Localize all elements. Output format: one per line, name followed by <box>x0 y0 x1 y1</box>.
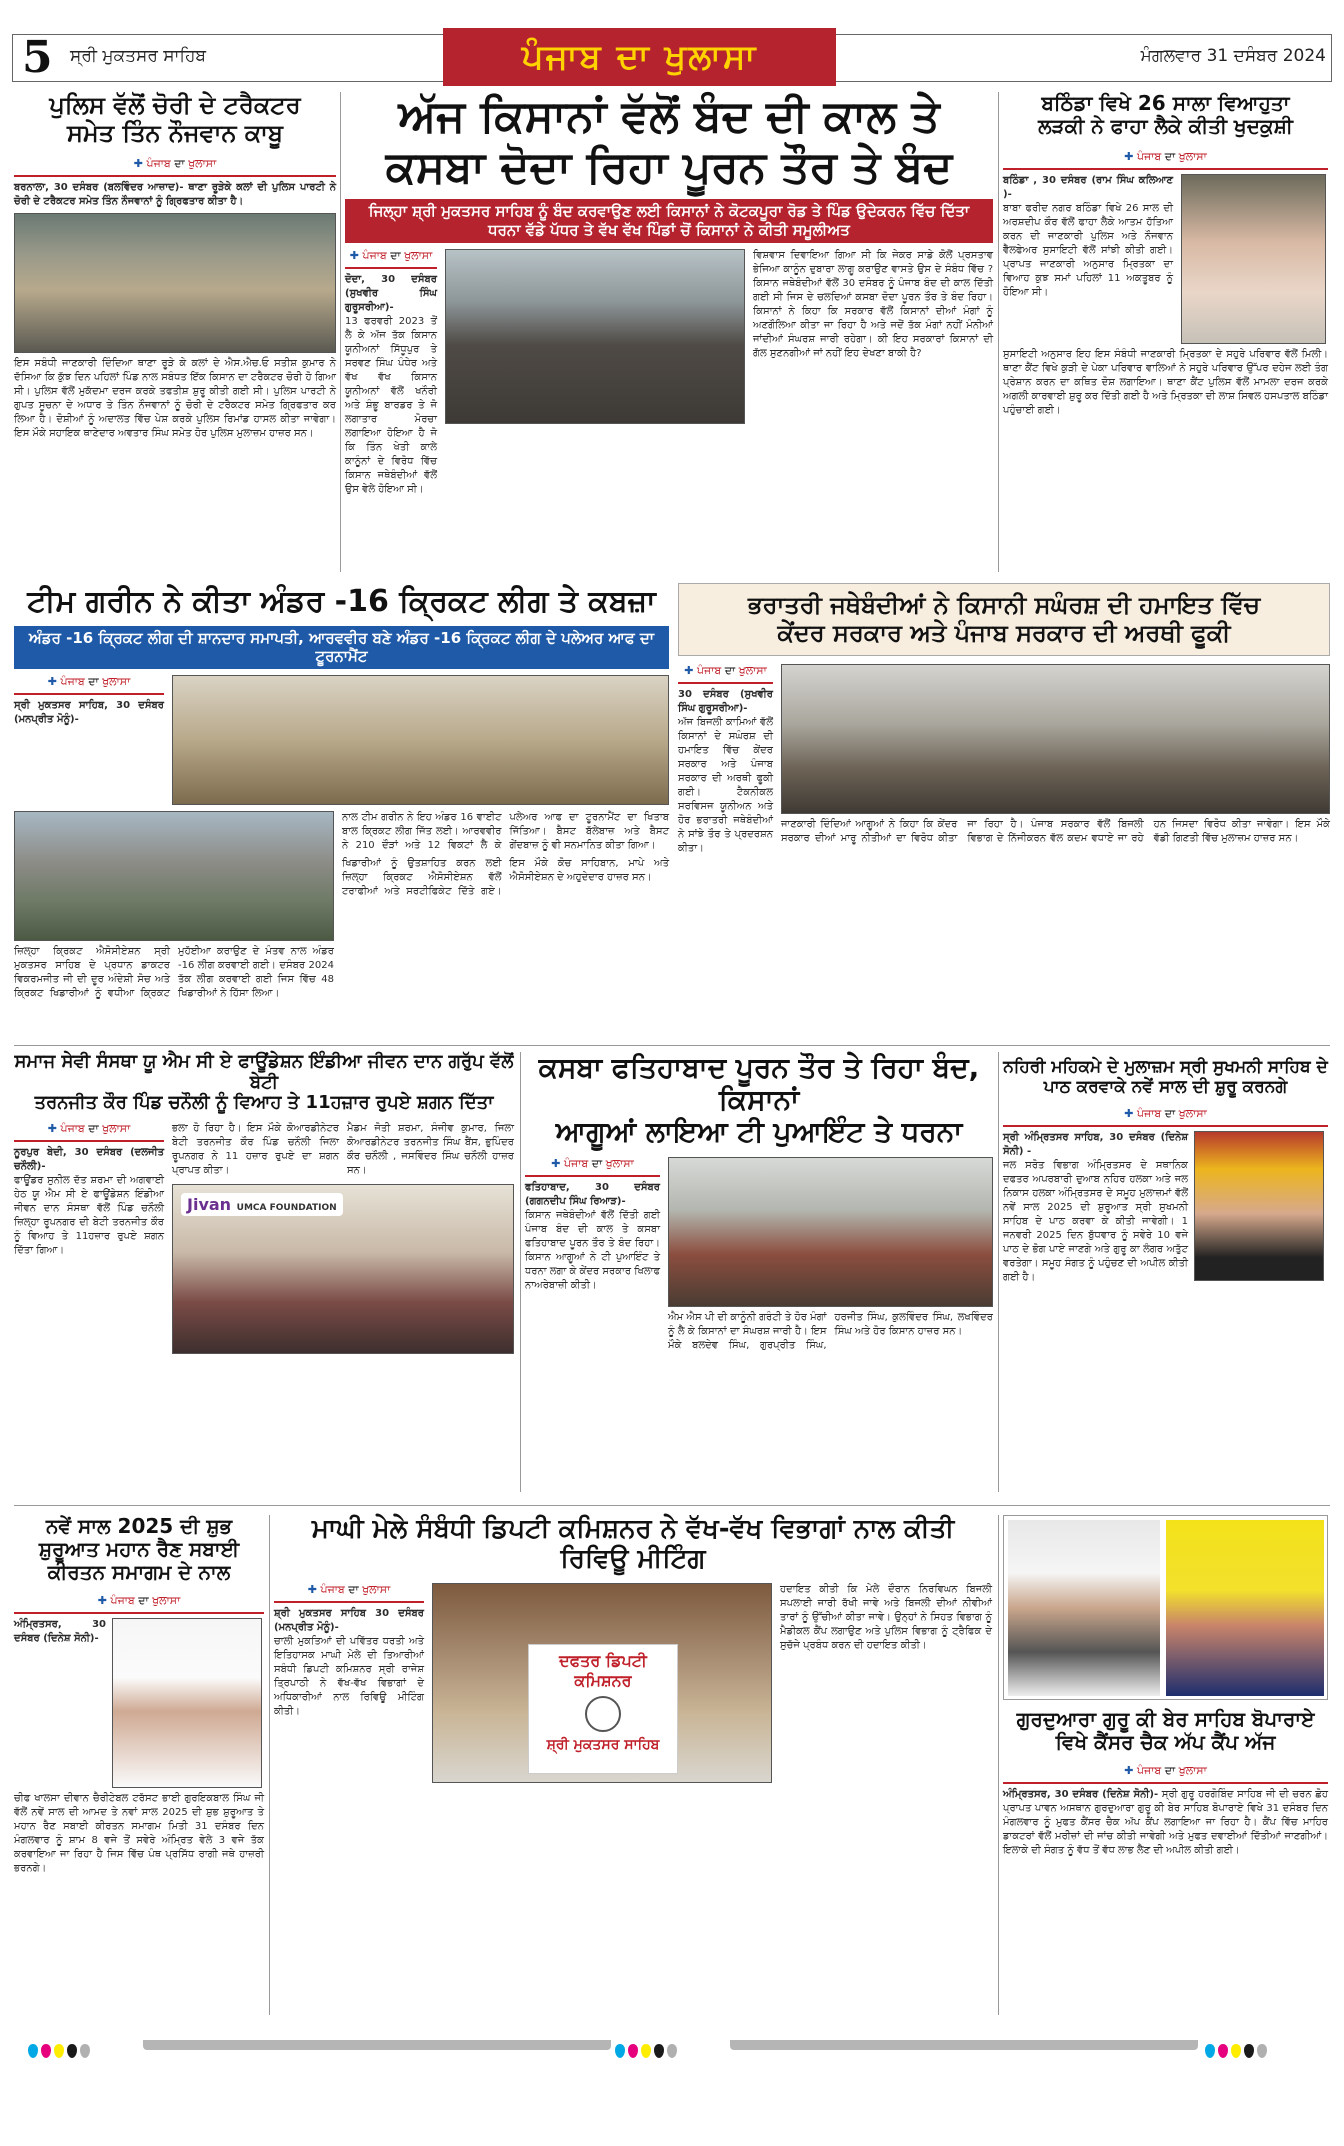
police-tractor-photo <box>14 213 336 353</box>
headline-line-2: ਵਿਖੇ ਕੈਂਸਰ ਚੈਕ ਅੱਪ ਕੈਂਪ ਅੱਜ <box>1055 1730 1276 1754</box>
headline-line-1: ਬਠਿੰਡਾ ਵਿਖੇ 26 ਸਾਲਾ ਵਿਆਹੁਤਾ <box>1041 91 1290 115</box>
effigy-headline-box <box>678 583 1330 656</box>
article-bathinda: ਬਠਿੰਡਾ ਵਿਖੇ 26 ਸਾਲਾ ਵਿਆਹੁਤਾ ਲੜਕੀ ਨੇ ਫਾਹਾ ਲੈਕੇ ਕੀਤੀ ਖੁਦਕੁਸ਼ੀ ✚ ਪੰਜਾਬ ਦਾ ਖੁਲਾਸਾ ਬਠਿੰਡਾ , 30 ਦਸੰਬਰ (ਰਾਮ ਸਿੰਘ ਕਲਿਆਣ )- ਬਾਬਾ ਫਰੀਦ ਨਗਰ ਬਠਿੰਡਾ ਵਿਖੇ 26 ਸਾਲ ਦੀ ਅਰਸ਼ਦੀਪ ਕੌਰ ਵੱਲੋਂ ਫਾਹਾ ਲੈਕੇ ਆਤਮ ਹੱਤਿਆ ਕਰਨ ਦੀ ਜਾਣਕਾਰੀ ਪੁਲਿਸ ਅਤੇ ਨੌਜਵਾਨ ਵੈੱਲਫੇਅਰ ਸੁਸਾਇਟੀ ਵੱਲੋਂ ਸਾਂਝੀ ਕੀਤੀ ਗਈ। ਪ੍ਰਾਪਤ ਜਾਣਕਾਰੀ ਅਨੁਸਾਰ ਮ੍ਰਿਤਕਾ ਦਾ ਵਿਆਹ ਕੁਝ ਸਮਾਂ ਪਹਿਲਾਂ 11 ਅਕਤੂਬਰ ਨੂੰ ਹੋਇਆ ਸੀ। ਸੁਸਾਇਟੀ ਅਨੁਸਾਰ ਇਹ ਇਸ ਸੰਬੰਧੀ ਜਾਣਕਾਰੀ ਮ੍ਰਿਤਕਾ ਦੇ ਸਹੁਰੇ ਪਰਿਵਾਰ ਵੱਲੋਂ ਮਿਲੀ। ਥਾਣਾ ਕੈਂਟ ਵਿਖੇ ਕੁੜੀ ਦੇ ਪੇਕਾ ਪਰਿਵਾਰ ਵਾਲਿਆਂ ਨੇ ਸਹੁਰੇ ਪਰਿਵਾਰ ਉੱਪਰ ਦਹੇਜ ਲਈ ਤੰਗ ਪ੍ਰੇਸ਼ਾਨ ਕਰਨ ਦਾ ਕਥਿਤ ਦੋਸ਼ ਲਗਾਇਆ। ਥਾਣਾ ਕੈਂਟ ਪੁਲਿਸ ਵੱਲੋਂ ਮਾਮਲਾ ਦਰਜ ਕਰਕੇ ਅਗਲੀ ਕਾਰਵਾਈ ਸ਼ੁਰੂ ਕਰ ਦਿੱਤੀ ਗਈ ਹੈ ਅਤੇ ਮ੍ਰਿਤਕਾ ਦੀ ਲਾਸ਼ ਸਿਵਲ ਹਸਪਤਾਲ ਬਠਿੰਡਾ ਪਹੁੰਚਾਈ ਗਈ। <box>1003 91 1328 416</box>
plus-icon: ✚ <box>684 664 694 678</box>
byline: ✚ ਪੰਜਾਬ ਦਾ ਖੁਲਾਸਾ <box>1003 1764 1328 1784</box>
plus-icon: ✚ <box>133 157 143 171</box>
bandh-column-2: ਵਿਸ਼ਵਾਸ ਦਿਵਾਇਆ ਗਿਆ ਸੀ ਕਿ ਜੇਕਰ ਸਾਡੇ ਕੋਲੋਂ ਪ੍ਰਸਤਾਵ ਭੇਜਿਆ ਕਾਨੂੰਨ ਦੁਬਾਰਾ ਲਾਗੂ ਕਰਾਉਣ ਵਾਸਤੇ ਉਸ ਦੇ ਸੰਬੰਧ ਵਿੱਚ ? ਕਿਸਾਨ ਜਥੇਬੰਦੀਆਂ ਵੱਲੋਂ 30 ਦਸੰਬਰ ਨੂੰ ਪੰਜਾਬ ਬੰਦ ਦੀ ਕਾਲ ਦਿੱਤੀ ਗਈ ਸੀ ਜਿਸ ਦੇ ਚਲਦਿਆਂ ਕਸਬਾ ਦੋਦਾ ਪੂਰਨ ਤੌਰ ਤੇ ਬੰਦ ਰਿਹਾ। ਕਿਸਾਨਾਂ ਨੇ ਕਿਹਾ ਕਿ ਸਰਕਾਰ ਵੱਲੋਂ ਕਿਸਾਨਾਂ ਦੀਆਂ ਮੰਗਾਂ ਨੂੰ ਅਣਗੌਲਿਆ ਕੀਤਾ ਜਾ ਰਿਹਾ ਹੈ ਅਤੇ ਜਦੋਂ ਤੱਕ ਮੰਗਾਂ ਨਹੀਂ ਮੰਨੀਆਂ ਜਾਂਦੀਆਂ ਸੰਘਰਸ਼ ਜਾਰੀ ਰਹੇਗਾ। ਕੀ ਇਹ ਸਰਕਾਰਾਂ ਕਿਸਾਨਾਂ ਦੀ ਗੱਲ ਸੁਣਨਗੀਆਂ ਜਾਂ ਨਹੀਂ ਇਹ ਦੇਖਣਾ ਬਾਕੀ ਹੈ? <box>445 249 993 497</box>
column-divider <box>269 1515 270 2015</box>
registration-dot <box>654 2044 664 2058</box>
byline: ✚ ਪੰਜਾਬ ਦਾ ਖੁਲਾਸਾ <box>14 1594 264 1614</box>
print-color-marks <box>1205 2043 1270 2062</box>
byline: ✚ ਪੰਜਾਬ ਦਾ ਖੁਲਾਸਾ <box>274 1583 424 1603</box>
baba-portrait-photo <box>1008 1520 1160 1696</box>
byline: ✚ ਪੰਜਾਬ ਦਾ ਖੁਲਾਸਾ <box>525 1157 660 1177</box>
ngo-shagun-photo <box>172 1184 514 1354</box>
headline-line-3: ਕੀਰਤਨ ਸਮਾਗਮ ਦੇ ਨਾਲ <box>47 1560 231 1584</box>
maghi-column-3: ਹਦਾਇਤ ਕੀਤੀ ਕਿ ਮੇਲੇ ਦੌਰਾਨ ਨਿਰਵਿਘਨ ਬਿਜਲੀ ਸਪਲਾਈ ਜਾਰੀ ਰੱਖੀ ਜਾਵੇ ਅਤੇ ਬਿਜਲੀ ਦੀਆਂ ਨੀਵੀਆਂ ਤਾਰਾਂ ਨੂੰ ਉੱਚੀਆਂ ਕੀਤਾ ਜਾਵੇ। ਉਨ੍ਹਾਂ ਨੇ ਸਿਹਤ ਵਿਭਾਗ ਨੂੰ ਮੈਡੀਕਲ ਕੈਂਪ ਲਗਾਉਣ ਅਤੇ ਪੁਲਿਸ ਵਿਭਾਗ ਨੂੰ ਟ੍ਰੈਫਿਕ ਦੇ ਸੁਚੱਜੇ ਪ੍ਰਬੰਧ ਕਰਨ ਦੀ ਹਦਾਇਤ ਕੀਤੀ। <box>780 1583 992 1651</box>
organizers-portrait-photo <box>1166 1520 1324 1696</box>
section-divider <box>14 1505 1330 1506</box>
article-cricket-league <box>14 585 669 1001</box>
headline-line-2: ਲੜਕੀ ਨੇ ਫਾਹਾ ਲੈਕੇ ਕੀਤੀ ਖੁਦਕੁਸ਼ੀ <box>1038 114 1293 138</box>
cricket-column-2: ਨਾਲ ਟੀਮ ਗਰੀਨ ਨੇ ਇਹ ਅੰਡਰ 16 ਵਾਈਟ ਬਾਲ ਕ੍ਰਿਕਟ ਲੀਗ ਜਿੱਤ ਲਈ। ਆਰਵਵੀਰ ਨੇ 210 ਦੌੜਾਂ ਅਤੇ 12 ਵਿਕਟਾਂ ਲੈ ਕੇ ਪਲੇਅਰ ਆਫ ਦਾ ਟੂਰਨਾਮੈਂਟ ਦਾ ਖਿਤਾਬ ਜਿੱਤਿਆ। ਬੈਸਟ ਬੱਲੇਬਾਜ਼ ਅਤੇ ਬੈਸਟ ਗੇਂਦਬਾਜ਼ ਨੂੰ ਵੀ ਸਨਮਾਨਿਤ ਕੀਤਾ ਗਿਆ। ਖਿਡਾਰੀਆਂ ਨੂੰ ਉਤਸ਼ਾਹਿਤ ਕਰਨ ਲਈ ਜ਼ਿਲ੍ਹਾ ਕ੍ਰਿਕਟ ਐਸੋਸੀਏਸ਼ਨ ਵੱਲੋਂ ਟਰਾਫੀਆਂ ਅਤੇ ਸਰਟੀਫਿਕੇਟ ਦਿੱਤੇ ਗਏ। ਇਸ ਮੌਕੇ ਕੋਚ ਸਾਹਿਬਾਨ, ਮਾਪੇ ਅਤੇ ਐਸੋਸੀਏਸ਼ਨ ਦੇ ਅਹੁਦੇਦਾਰ ਹਾਜ਼ਰ ਸਨ। <box>342 812 669 897</box>
article-kirtan-samagam: ਨਵੇਂ ਸਾਲ 2025 ਦੀ ਸ਼ੁਭ ਸ਼ੁਰੂਆਤ ਮਹਾਨ ਰੈਣ ਸਬਾਈ ਕੀਰਤਨ ਸਮਾਗਮ ਦੇ ਨਾਲ ✚ ਪੰਜਾਬ ਦਾ ਖੁਲਾਸਾ ਅੰਮ੍ਰਿਤਸਰ, 30 ਦਸੰਬਰ (ਦਿਨੇਸ਼ ਸੋਨੀ)- ਚੀਫ ਖਾਲਸਾ ਦੀਵਾਨ ਚੈਰੀਟੇਬਲ ਟਰੱਸਟ ਭਾਈ ਗੁਰਇਕਬਾਲ ਸਿੰਘ ਜੀ ਵੱਲੋਂ ਨਵੇਂ ਸਾਲ ਦੀ ਆਮਦ ਤੇ ਨਵਾਂ ਸਾਲ 2025 ਦੀ ਸ਼ੁਭ ਸ਼ੁਰੂਆਤ ਤੇ ਮਹਾਨ ਰੈਣ ਸਬਾਈ ਕੀਰਤਨ ਸਮਾਗਮ ਮਿਤੀ 31 ਦਸੰਬਰ ਦਿਨ ਮੰਗਲਵਾਰ ਨੂੰ ਸ਼ਾਮ 8 ਵਜੇ ਤੋਂ ਸਵੇਰੇ ਅੰਮ੍ਰਿਤ ਵੇਲੇ 3 ਵਜੇ ਤੱਕ ਕਰਵਾਇਆ ਜਾ ਰਿਹਾ ਹੈ ਜਿਸ ਵਿੱਚ ਪੰਥ ਪ੍ਰਸਿੱਧ ਰਾਗੀ ਜਥੇ ਹਾਜ਼ਰੀ ਭਰਨਗੇ। <box>14 1514 264 1874</box>
plus-icon: ✚ <box>1124 1107 1134 1121</box>
registration-dot <box>1205 2044 1215 2058</box>
article-lead: ਬਰਨਾਲਾ, 30 ਦਸੰਬਰ (ਬਲਵਿੰਦਰ ਆਜ਼ਾਦ)- ਥਾਣਾ ਰੂੜੇਕੇ ਕਲਾਂ ਦੀ ਪੁਲਿਸ ਪਾਰਟੀ ਨੇ ਚੋਰੀ ਦੇ ਟਰੈਕਟਰ ਸਮੇਤ ਤਿੰਨ ਨੌਜਵਾਨਾਂ ਨੂੰ ਗ੍ਰਿਫਤਾਰ ਕੀਤਾ ਹੈ। <box>14 182 336 208</box>
effigy-burning-photo <box>781 664 1330 814</box>
cancer-camp-photo-frame <box>1003 1515 1328 1700</box>
dc-review-meeting-photo <box>432 1583 772 1783</box>
byline: ✚ ਪੰਜਾਬ ਦਾ ਖੁਲਾਸਾ <box>14 157 336 177</box>
plus-icon: ✚ <box>551 1156 561 1170</box>
plus-icon: ✚ <box>97 1594 107 1607</box>
registration-dot <box>67 2044 77 2058</box>
plus-icon: ✚ <box>47 675 57 688</box>
headline-line-2: ਕੇਂਦਰ ਸਰਕਾਰ ਅਤੇ ਪੰਜਾਬ ਸਰਕਾਰ ਦੀ ਅਰਥੀ ਫੂਕੀ <box>777 618 1231 647</box>
byline: ✚ ਪੰਜਾਬ ਦਾ ਖੁਲਾਸਾ <box>345 249 437 269</box>
print-color-marks <box>28 2043 93 2062</box>
article-fatehabad-bandh <box>525 1052 993 1353</box>
registration-dot <box>1257 2044 1267 2058</box>
headline-line-1: ਗੁਰਦੁਆਰਾ ਗੁਰੂ ਕੀ ਬੇਰ ਸਾਹਿਬ ਬੋਪਾਰਾਏ <box>1016 1707 1315 1731</box>
banner-logo: Jivan UMCA FOUNDATION <box>181 1193 343 1216</box>
registration-dot <box>667 2044 677 2058</box>
plus-icon: ✚ <box>47 1122 57 1136</box>
fatehabad-dharna-photo <box>668 1157 993 1307</box>
headline-line-1: ਅੱਜ ਕਿਸਾਨਾਂ ਵੱਲੋਂ ਬੰਦ ਦੀ ਕਾਲ ਤੇ <box>398 91 940 142</box>
headline-line-2: ਤਰਨਜੀਤ ਕੌਰ ਪਿੰਡ ਚਨੌਲੀ ਨੂੰ ਵਿਆਹ ਤੇ 11ਹਜ਼ਾਰ ਰੁਪਏ ਸ਼ਗਨ ਦਿੱਤਾ <box>34 1092 494 1114</box>
column-divider <box>998 1052 999 1492</box>
print-grey-bar <box>143 2040 611 2050</box>
cricket-players-trophies-photo <box>172 675 669 805</box>
article-maghi-mela-meeting <box>274 1515 992 1783</box>
article-cancer-camp: ਗੁਰਦੁਆਰਾ ਗੁਰੂ ਕੀ ਬੇਰ ਸਾਹਿਬ ਬੋਪਾਰਾਏ ਵਿਖੇ ਕੈਂਸਰ ਚੈਕ ਅੱਪ ਕੈਂਪ ਅੱਜ ✚ ਪੰਜਾਬ ਦਾ ਖੁਲਾਸਾ ਅੰਮ੍ਰਿਤਸਰ, 30 ਦਸੰਬਰ (ਦਿਨੇਸ਼ ਸੋਨੀ)- ਸ੍ਰੀ ਗੁਰੂ ਹਰਗੋਬਿੰਦ ਸਾਹਿਬ ਜੀ ਦੀ ਚਰਨ ਛੋਹ ਪ੍ਰਾਪਤ ਪਾਵਨ ਅਸਥਾਨ ਗੁਰਦੁਆਰਾ ਗੁਰੂ ਕੀ ਬੇਰ ਸਾਹਿਬ ਬੋਪਾਰਾਏ ਵਿਖੇ 31 ਦਸੰਬਰ ਦਿਨ ਮੰਗਲਵਾਰ ਨੂੰ ਮੁਫਤ ਕੈਂਸਰ ਚੈਕ ਅੱਪ ਕੈਂਪ ਲਗਾਇਆ ਜਾ ਰਿਹਾ ਹੈ। ਕੈਂਪ ਵਿੱਚ ਮਾਹਿਰ ਡਾਕਟਰਾਂ ਵੱਲੋਂ ਮਰੀਜ਼ਾਂ ਦੀ ਜਾਂਚ ਕੀਤੀ ਜਾਵੇਗੀ ਅਤੇ ਮੁਫਤ ਦਵਾਈਆਂ ਦਿੱਤੀਆਂ ਜਾਣਗੀਆਂ। ਇਲਾਕੇ ਦੀ ਸੰਗਤ ਨੂੰ ਵੱਧ ਤੋਂ ਵੱਧ ਲਾਭ ਲੈਣ ਦੀ ਅਪੀਲ ਕੀਤੀ ਗਈ। <box>1003 1515 1328 1858</box>
article-body: ਇਸ ਸਬੰਧੀ ਜਾਣਕਾਰੀ ਦਿੰਦਿਆ ਥਾਣਾ ਰੂੜੇ ਕੇ ਕਲਾਂ ਦੇ ਐਸ.ਐਚ.ਓ ਸਤੀਸ਼ ਕੁਮਾਰ ਨੇ ਦੱਸਿਆ ਕਿ ਕੁੱਝ ਦਿਨ ਪਹਿਲਾਂ ਪਿੰਡ ਨਾਲ ਸਬੰਧਤ ਇੱਕ ਕਿਸਾਨ ਦਾ ਟਰੈਕਟਰ ਚੋਰੀ ਹੋ ਗਿਆ ਸੀ। ਪੁਲਿਸ ਵੱਲੋਂ ਮੁਕੱਦਮਾ ਦਰਜ ਕਰਕੇ ਤਫਤੀਸ਼ ਸ਼ੁਰੂ ਕੀਤੀ ਗਈ ਸੀ। ਪੁਲਿਸ ਪਾਰਟੀ ਨੇ ਗੁਪਤ ਸੂਚਨਾ ਦੇ ਅਧਾਰ ਤੇ ਤਿੰਨ ਨੌਜਵਾਨਾਂ ਨੂੰ ਚੋਰੀ ਦੇ ਟਰੈਕਟਰ ਸਮੇਤ ਗ੍ਰਿਫਤਾਰ ਕਰ ਲਿਆ ਹੈ। ਦੋਸ਼ੀਆਂ ਨੂੰ ਅਦਾਲਤ ਵਿੱਚ ਪੇਸ਼ ਕਰਕੇ ਪੁਲਿਸ ਰਿਮਾਂਡ ਹਾਸਲ ਕੀਤਾ ਜਾਵੇਗਾ। ਇਸ ਮੌਕੇ ਸਹਾਇਕ ਥਾਣੇਦਾਰ ਅਵਤਾਰ ਸਿੰਘ ਸਮੇਤ ਹੋਰ ਪੁਲਿਸ ਮੁਲਾਜ਼ਮ ਹਾਜ਼ਰ ਸਨ। <box>14 358 336 440</box>
subheadline-band: ਅੰਡਰ -16 ਕ੍ਰਿਕਟ ਲੀਗ ਦੀ ਸ਼ਾਨਦਾਰ ਸਮਾਪਤੀ, ਆਰਵਵੀਰ ਬਣੇ ਅੰਡਰ -16 ਕ੍ਰਿਕਟ ਲੀਗ ਦੇ ਪਲੇਅਰ ਆਫ ਦਾ ਟੂਰਨਾਮੈਂਟ <box>14 626 669 670</box>
fatehabad-column-1: ✚ ਪੰਜਾਬ ਦਾ ਖੁਲਾਸਾ ਫਤਿਹਾਬਾਦ, 30 ਦਸੰਬਰ (ਗਗਨਦੀਪ ਸਿੰਘ ਰਿਆੜ)- ਕਿਸਾਨ ਜਥੇਬੰਦੀਆਂ ਵੱਲੋਂ ਦਿੱਤੀ ਗਈ ਪੰਜਾਬ ਬੰਦ ਦੀ ਕਾਲ ਤੇ ਕਸਬਾ ਫਤਿਹਾਬਾਦ ਪੂਰਨ ਤੌਰ ਤੇ ਬੰਦ ਰਿਹਾ। ਕਿਸਾਨ ਆਗੂਆਂ ਨੇ ਟੀ ਪੁਆਇੰਟ ਤੇ ਧਰਨਾ ਲਗਾ ਕੇ ਕੇਂਦਰ ਸਰਕਾਰ ਖਿਲਾਫ ਨਾਅਰੇਬਾਜ਼ੀ ਕੀਤੀ। <box>525 1156 660 1291</box>
subheadline-band: ਜਿਲ੍ਹਾ ਸ਼੍ਰੀ ਮੁਕਤਸਰ ਸਾਹਿਬ ਨੂੰ ਬੰਦ ਕਰਵਾਉਣ ਲਈ ਕਿਸਾਨਾਂ ਨੇ ਕੋਟਕਪੂਰਾ ਰੋਡ ਤੇ ਪਿੰਡ ਉਦੇਕਰਨ ਵਿੱਚ ਦਿੱਤਾ ਧਰਨਾ ਵੱਡੇ ਪੱਧਰ ਤੇ ਵੱਖ ਵੱਖ ਪਿੰਡਾਂ ਚੋਂ ਕਿਸਾਨਾਂ ਨੇ ਕੀਤੀ ਸਮੂਲੀਅਤ <box>345 199 993 243</box>
cricket-column-3: ਜ਼ਿਲ੍ਹਾ ਕ੍ਰਿਕਟ ਐਸੋਸੀਏਸ਼ਨ ਸ੍ਰੀ ਮੁਕਤਸਰ ਸਾਹਿਬ ਦੇ ਪ੍ਰਧਾਨ ਡਾਕਟਰ ਵਿਕਰਮਜੀਤ ਜੀ ਦੀ ਦੂਰ ਅੰਦੇਸ਼ੀ ਸੋਚ ਅਤੇ ਕ੍ਰਿਕਟ ਖਿਡਾਰੀਆਂ ਨੂੰ ਵਧੀਆ ਕ੍ਰਿਕਟ ਮੁਹੱਈਆ ਕਰਾਉਣ ਦੇ ਮੰਤਵ ਨਾਲ ਅੰਡਰ -16 ਲੀਗ ਕਰਵਾਈ ਗਈ। ਦਸੰਬਰ 2024 ਤੱਕ ਲੀਗ ਕਰਵਾਈ ਗਈ ਜਿਸ ਵਿੱਚ 48 ਖਿਡਾਰੀਆਂ ਨੇ ਹਿੱਸਾ ਲਿਆ। <box>14 946 334 999</box>
headline-line-2: ਸਮੇਤ ਤਿੰਨ ਨੌਜਵਾਨ ਕਾਬੂ <box>66 118 284 147</box>
newspaper-logo: ਪੰਜਾਬ ਦਾ ਖੁਲਾਸਾ <box>443 28 836 86</box>
byline: ✚ ਪੰਜਾਬ ਦਾ ਖੁਲਾਸਾ <box>1003 150 1328 170</box>
maghi-column-1: ✚ ਪੰਜਾਬ ਦਾ ਖੁਲਾਸਾ ਸ਼੍ਰੀ ਮੁਕਤਸਰ ਸਾਹਿਬ 30 ਦਸੰਬਰ (ਮਨਪ੍ਰੀਤ ਮੋਨੂੰ)- ਚਾਲੀ ਮੁਕਤਿਆਂ ਦੀ ਪਵਿੱਤਰ ਧਰਤੀ ਅਤੇ ਇਤਿਹਾਸਕ ਮਾਘੀ ਮੇਲੇ ਦੀ ਤਿਆਰੀਆਂ ਸਬੰਧੀ ਡਿਪਟੀ ਕਮਿਸ਼ਨਰ ਸ੍ਰੀ ਰਾਜੇਸ਼ ਤ੍ਰਿਪਾਠੀ ਨੇ ਵੱਖ-ਵੱਖ ਵਿਭਾਗਾਂ ਦੇ ਅਧਿਕਾਰੀਆਂ ਨਾਲ ਰਿਵਿਊ ਮੀਟਿੰਗ ਕੀਤੀ। <box>274 1582 424 1717</box>
byline: ✚ ਪੰਜਾਬ ਦਾ ਖੁਲਾਸਾ <box>14 675 164 695</box>
ngo-column-1: ✚ ਪੰਜਾਬ ਦਾ ਖੁਲਾਸਾ ਨੂਰਪੁਰ ਬੇਦੀ, 30 ਦਸੰਬਰ (ਦਲਜੀਤ ਚਨੌਲੀ)- ਫਾਊਂਡਰ ਸੁਨੀਲ ਦੱਤ ਸ਼ਰਮਾ ਦੀ ਅਗਵਾਈ ਹੇਠ ਯੂ ਐਮ ਸੀ ਏ ਫਾਊਂਡੇਸ਼ਨ ਇੰਡੀਆ ਜੀਵਨ ਦਾਨ ਸੰਸਥਾ ਵੱਲੋਂ ਪਿੰਡ ਚਨੌਲੀ ਜ਼ਿਲ੍ਹਾ ਰੂਪਨਗਰ ਦੀ ਬੇਟੀ ਤਰਨਜੀਤ ਕੌਰ ਨੂੰ ਵਿਆਹ ਤੇ 11ਹਜ਼ਾਰ ਰੁਪਏ ਸ਼ਗਨ ਦਿੱਤਾ ਗਿਆ। <box>14 1122 164 1257</box>
registration-dot <box>615 2044 625 2058</box>
registration-dot <box>628 2044 638 2058</box>
official-portrait-photo <box>1194 1131 1324 1281</box>
column-divider <box>520 1052 521 1492</box>
section-divider <box>14 1045 1330 1046</box>
registration-dot <box>28 2044 38 2058</box>
registration-dot <box>641 2044 651 2058</box>
article-ngo-shagun <box>14 1052 514 1354</box>
byline: ✚ ਪੰਜਾਬ ਦਾ ਖੁਲਾਸਾ <box>1003 1107 1328 1127</box>
issue-date: ਮੰਗਲਵਾਰ 31 ਦਸੰਬਰ 2024 <box>1140 46 1326 66</box>
headline-line-2: ਸ਼ੁਰੂਆਤ ਮਹਾਨ ਰੈਣ ਸਬਾਈ <box>38 1537 240 1561</box>
victim-portrait-photo <box>1181 174 1326 344</box>
headline-line-1: ਨਵੇਂ ਸਾਲ 2025 ਦੀ ਸ਼ੁਭ <box>46 1514 232 1538</box>
plus-icon: ✚ <box>1124 150 1134 163</box>
column-divider <box>998 92 999 572</box>
ragi-portrait-photo <box>112 1618 262 1788</box>
plus-icon: ✚ <box>307 1582 317 1596</box>
edition-city: ਸ੍ਰੀ ਮੁਕਤਸਰ ਸਾਹਿਬ <box>70 46 207 66</box>
plus-icon: ✚ <box>1124 1764 1134 1777</box>
emblem-seal-icon <box>585 1696 621 1732</box>
article-doda-bandh <box>345 92 993 497</box>
headline: ਮਾਘੀ ਮੇਲੇ ਸੰਬੰਧੀ ਡਿਪਟੀ ਕਮਿਸ਼ਨਰ ਨੇ ਵੱਖ-ਵੱਖ ਵਿਭਾਗਾਂ ਨਾਲ ਕੀਤੀ ਰਿਵਿਊ ਮੀਟਿੰਗ <box>311 1514 955 1574</box>
article-tractor-theft <box>14 92 336 441</box>
ngo-columns-2-3: ਭਲਾ ਹੋ ਰਿਹਾ ਹੈ। ਇਸ ਮੌਕੇ ਕੋਆਰਡੀਨੇਟਰ ਬੇਟੀ ਤਰਨਜੀਤ ਕੌਰ ਪਿੰਡ ਚਨੌਲੀ ਜਿਲਾ ਰੂਪਨਗਰ ਨੇ 11 ਹਜ਼ਾਰ ਰੁਪਏ ਦਾ ਸ਼ਗਨ ਪ੍ਰਾਪਤ ਕੀਤਾ। ਮੈਡਮ ਜੋਤੀ ਸ਼ਰਮਾ, ਸੰਜੀਵ ਕੁਮਾਰ, ਜਿਲਾ ਕੋਆਰਡੀਨੇਟਰ ਤਰਨਜੀਤ ਸਿੰਘ ਬੈਂਸ, ਭੁਪਿੰਦਰ ਕੌਰ ਚਨੌਲੀ , ਜਸਵਿੰਦਰ ਸਿੰਘ ਚਨੌਲੀ ਹਾਜ਼ਰ ਸਨ। Jivan UMCA FOUNDATION <box>172 1122 514 1354</box>
registration-dot <box>1218 2044 1228 2058</box>
article-effigy <box>678 583 1330 856</box>
column-divider <box>340 92 341 572</box>
cricket-column-1: ✚ ਪੰਜਾਬ ਦਾ ਖੁਲਾਸਾ ਸ੍ਰੀ ਮੁਕਤਸਰ ਸਾਹਿਬ, 30 ਦਸੰਬਰ (ਮਨਪ੍ਰੀਤ ਮੋਨੂੰ)- <box>14 675 164 725</box>
print-color-marks <box>615 2043 680 2062</box>
cricket-team-photo <box>14 811 334 941</box>
headline-line-2: ਆਗੂਆਂ ਲਾਇਆ ਟੀ ਪੁਆਇੰਟ ਤੇ ਧਰਨਾ <box>555 1115 963 1149</box>
effigy-column-2: ਜਾਣਕਾਰੀ ਦਿੰਦਿਆਂ ਆਗੂਆਂ ਨੇ ਕਿਹਾ ਕਿ ਕੇਂਦਰ ਸਰਕਾਰ ਦੀਆਂ ਮਾਰੂ ਨੀਤੀਆਂ ਦਾ ਵਿਰੋਧ ਕੀਤਾ ਜਾ ਰਿਹਾ ਹੈ। ਪੰਜਾਬ ਸਰਕਾਰ ਵੱਲੋਂ ਬਿਜਲੀ ਵਿਭਾਗ ਦੇ ਨਿੱਜੀਕਰਨ ਵੱਲ ਕਦਮ ਵਧਾਏ ਜਾ ਰਹੇ ਹਨ ਜਿਸਦਾ ਵਿਰੋਧ ਕੀਤਾ ਜਾਵੇਗਾ। ਇਸ ਮੌਕੇ ਵੱਡੀ ਗਿਣਤੀ ਵਿੱਚ ਮੁਲਾਜ਼ਮ ਹਾਜ਼ਰ ਸਨ। <box>781 819 1330 845</box>
fatehabad-column-2: ਐਮ ਐਸ ਪੀ ਦੀ ਕਾਨੂੰਨੀ ਗਰੰਟੀ ਤੇ ਹੋਰ ਮੰਗਾਂ ਨੂੰ ਲੈ ਕੇ ਕਿਸਾਨਾਂ ਦਾ ਸੰਘਰਸ਼ ਜਾਰੀ ਹੈ। ਇਸ ਮੌਕੇ ਬਲਦੇਵ ਸਿੰਘ, ਗੁਰਪ੍ਰੀਤ ਸਿੰਘ, ਹਰਜੀਤ ਸਿੰਘ, ਕੁਲਵਿੰਦਰ ਸਿੰਘ, ਲਖਵਿੰਦਰ ਸਿੰਘ ਅਤੇ ਹੋਰ ਕਿਸਾਨ ਹਾਜ਼ਰ ਸਨ। <box>668 1157 993 1353</box>
headline: ਟੀਮ ਗਰੀਨ ਨੇ ਕੀਤਾ ਅੰਡਰ -16 ਕ੍ਰਿਕਟ ਲੀਗ ਤੇ ਕਬਜ਼ਾ <box>27 584 656 619</box>
headline-line-1: ਨਹਿਰੀ ਮਹਿਕਮੇ ਦੇ ਮੁਲਾਜ਼ਮ ਸ੍ਰੀ ਸੁਖਮਨੀ ਸਾਹਿਬ ਦੇ <box>1003 1057 1328 1077</box>
plus-icon: ✚ <box>349 248 359 262</box>
registration-dot <box>41 2044 51 2058</box>
column-divider <box>998 1515 999 2015</box>
print-grey-bar <box>730 2040 1198 2050</box>
byline: ✚ ਪੰਜਾਬ ਦਾ ਖੁਲਾਸਾ <box>678 664 773 684</box>
headline-line-1: ਪੁਲਿਸ ਵੱਲੋਂ ਚੋਰੀ ਦੇ ਟਰੈਕਟਰ <box>49 91 301 119</box>
registration-dot <box>80 2044 90 2058</box>
byline: ✚ ਪੰਜਾਬ ਦਾ ਖੁਲਾਸਾ <box>14 1122 164 1142</box>
headline-line-1: ਭਰਾਤਰੀ ਜਥੇਬੰਦੀਆਂ ਨੇ ਕਿਸਾਨੀ ਸਘੰਰਸ਼ ਦੀ ਹਮਾਇਤ ਵਿੱਚ <box>747 591 1261 619</box>
farmers-protest-photo <box>445 249 745 424</box>
page-number: 5 <box>22 32 53 83</box>
registration-dot <box>1244 2044 1254 2058</box>
headline-line-2: ਕਸਬਾ ਦੋਦਾ ਰਿਹਾ ਪੂਰਨ ਤੌਰ ਤੇ ਬੰਦ <box>385 141 953 193</box>
effigy-column-1: ✚ ਪੰਜਾਬ ਦਾ ਖੁਲਾਸਾ 30 ਦਸੰਬਰ (ਸੁਖਵੀਰ ਸਿੰਘ ਗੁਰੂਸਰੀਆ)- ਅੱਜ ਬਿਜਲੀ ਕਾਮਿਆਂ ਵੱਲੋਂ ਕਿਸਾਨਾਂ ਦੇ ਸਘੰਰਸ਼ ਦੀ ਹਮਾਇਤ ਵਿੱਚ ਕੇਂਦਰ ਸਰਕਾਰ ਅਤੇ ਪੰਜਾਬ ਸਰਕਾਰ ਦੀ ਅਰਥੀ ਫੂਕੀ ਗਈ। ਟੈਕਨੀਕਲ ਸਰਵਿਸਜ ਯੂਨੀਅਨ ਅਤੇ ਹੋਰ ਭਰਾਤਰੀ ਜਥੇਬੰਦੀਆਂ ਨੇ ਸਾਂਝੇ ਤੌਰ ਤੇ ਪ੍ਰਦਰਸ਼ਨ ਕੀਤਾ। <box>678 664 773 855</box>
article-sukhmani-path: ਨਹਿਰੀ ਮਹਿਕਮੇ ਦੇ ਮੁਲਾਜ਼ਮ ਸ੍ਰੀ ਸੁਖਮਨੀ ਸਾਹਿਬ ਦੇ ਪਾਠ ਕਰਵਾਕੇ ਨਵੇਂ ਸਾਲ ਦੀ ਸ਼ੁਰੂ ਕਰਨਗੇ ✚ ਪੰਜਾਬ ਦਾ ਖੁਲਾਸਾ ਸ੍ਰੀ ਅੰਮ੍ਰਿਤਸਰ ਸਾਹਿਬ, 30 ਦਸੰਬਰ (ਦਿਨੇਸ਼ ਸੋਨੀ) - ਜਲ ਸਰੋਤ ਵਿਭਾਗ ਅੰਮ੍ਰਿਤਸਰ ਦੇ ਸਥਾਨਿਕ ਦਫਤਰ ਅਪਰਬਾਰੀ ਦੁਆਬ ਨਹਿਰ ਹਲਕਾ ਅਤੇ ਜਲ ਨਿਕਾਸ ਹਲਕਾ ਅੰਮ੍ਰਿਤਸਰ ਦੇ ਸਮੂਹ ਮੁਲਾਜ਼ਮਾਂ ਵੱਲੋਂ ਨਵੇਂ ਸਾਲ 2025 ਦੀ ਸ਼ੁਰੂਆਤ ਸ੍ਰੀ ਸੁਖਮਨੀ ਸਾਹਿਬ ਦੇ ਪਾਠ ਕਰਵਾ ਕੇ ਕੀਤੀ ਜਾਵੇਗੀ। 1 ਜਨਵਰੀ 2025 ਦਿਨ ਬੁੱਧਵਾਰ ਨੂੰ ਸਵੇਰੇ 10 ਵਜੇ ਪਾਠ ਦੇ ਭੋਗ ਪਾਏ ਜਾਣਗੇ ਅਤੇ ਗੁਰੂ ਕਾ ਲੰਗਰ ਅਤੁੱਟ ਵਰਤੇਗਾ। ਸਮੂਹ ਸੰਗਤ ਨੂੰ ਪਹੁੰਚਣ ਦੀ ਅਪੀਲ ਕੀਤੀ ਗਈ ਹੈ। <box>1003 1057 1328 1284</box>
headline-line-1: ਕਸਬਾ ਫਤਿਹਾਬਾਦ ਪੂਰਨ ਤੌਰ ਤੇ ਰਿਹਾ ਬੰਦ, ਕਿਸਾਨਾਂ <box>538 1051 980 1117</box>
headline-line-2: ਪਾਠ ਕਰਵਾਕੇ ਨਵੇਂ ਸਾਲ ਦੀ ਸ਼ੁਰੂ ਕਰਨਗੇ <box>1043 1076 1288 1097</box>
registration-dot <box>1231 2044 1241 2058</box>
headline-line-1: ਸਮਾਜ ਸੇਵੀ ਸੰਸਥਾ ਯੂ ਐਮ ਸੀ ਏ ਫਾਊਂਡੇਸ਼ਨ ਇੰਡੀਆ ਜੀਵਨ ਦਾਨ ਗਰੁੱਪ ਵੱਲੋਂ ਬੇਟੀ <box>14 1051 514 1093</box>
registration-dot <box>54 2044 64 2058</box>
bandh-column-1: ✚ ਪੰਜਾਬ ਦਾ ਖੁਲਾਸਾ ਦੋਦਾ, 30 ਦਸੰਬਰ (ਸੁਖਵੀਰ ਸਿੰਘ ਗੁਰੂਸਰੀਆ)- 13 ਫਰਵਰੀ 2023 ਤੋਂ ਲੈ ਕੇ ਅੱਜ ਤੱਕ ਕਿਸਾਨ ਯੂਨੀਅਨਾਂ ਸਿੱਧੂਪੁਰ ਤੇ ਸਰਵਣ ਸਿੰਘ ਪੰਧੇਰ ਅਤੇ ਵੱਖ ਵੱਖ ਕਿਸਾਨ ਯੂਨੀਅਨਾਂ ਵੱਲੋਂ ਖਨੌਰੀ ਅਤੇ ਸ਼ੰਭੂ ਬਾਰਡਰ ਤੇ ਜੋ ਲਗਾਤਾਰ ਮੋਰਚਾ ਲਗਾਇਆ ਹੋਇਆ ਹੈ ਜੋ ਕਿ ਤਿੰਨ ਖੇਤੀ ਕਾਲੇ ਕਾਨੂੰਨਾਂ ਦੇ ਵਿਰੋਧ ਵਿੱਚ ਕਿਸਾਨ ਜਥੇਬੰਦੀਆਂ ਵੱਲੋਂ ਉਸ ਵੇਲੇ ਹੋਇਆ ਸੀ। <box>345 248 437 495</box>
dc-office-board: ਦਫਤਰ ਡਿਪਟੀ ਕਮਿਸ਼ਨਰ ਸ਼੍ਰੀ ਮੁਕਤਸਰ ਸਾਹਿਬ <box>528 1644 678 1774</box>
